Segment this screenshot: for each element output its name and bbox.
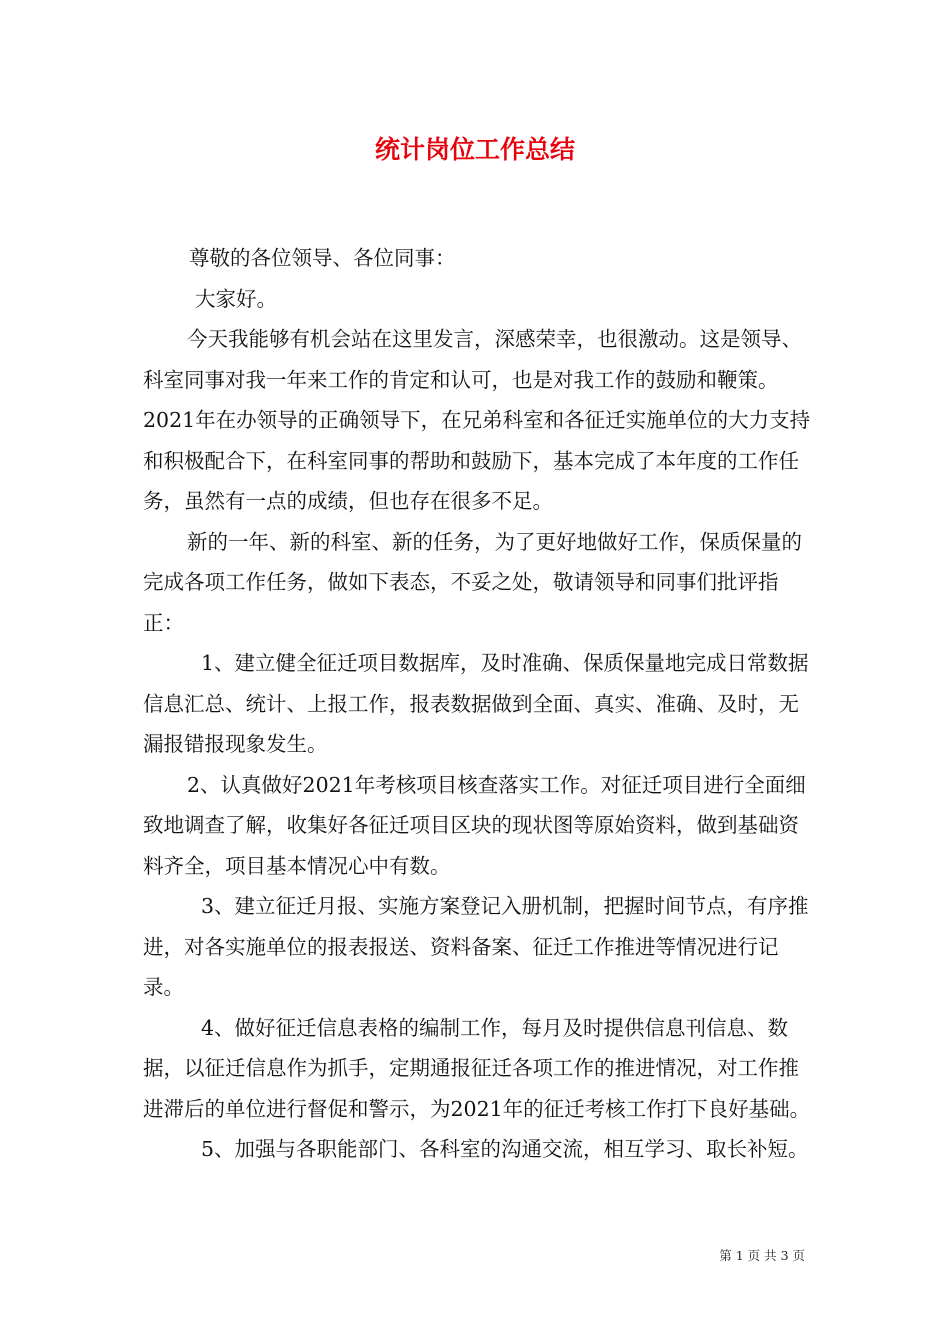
list-item-3: 3、建立征迁月报、实施方案登记入册机制，把握时间节点，有序推进，对各实施单位的报表报送、资料备案、征迁工作推进等情况进行记录。 bbox=[143, 894, 809, 999]
document-title: 统计岗位工作总结 bbox=[374, 135, 575, 164]
list-item-2: 2、认真做好2021年考核项目核查落实工作。对征迁项目进行全面细致地调查了解，收集好各征迁项目区块的现状图等原始资料，做到基础资料齐全，项目基本情况心中有数。 bbox=[143, 772, 806, 878]
paragraph-intro: 今天我能够有机会站在这里发言，深感荣幸，也很激动。这是领导、科室同事对我一年来工作的肯定和认可，也是对我工作的鼓励和鞭策。2021年在办领导的正确领导下，在兄弟科室和各征迁实施单位的大力支持和积极配合下，在科室同事的帮助和鼓励下，基本完成了本年度的工作任务，虽然有一点的成绩，但也存在很多不足。 bbox=[143, 327, 811, 513]
paragraph-commitment: 新的一年、新的科室、新的任务，为了更好地做好工作，保质保量的完成各项工作任务，做如下表态，不妥之处，敬请领导和同事们批评指正： bbox=[143, 529, 802, 635]
greeting: 大家好。 bbox=[195, 286, 277, 311]
salutation: 尊敬的各位领导、各位同事： bbox=[189, 246, 456, 270]
list-item-1: 1、建立健全征迁项目数据库，及时准确、保质保量地完成日常数据信息汇总、统计、上报工作，报表数据做到全面、真实、准确、及时，无漏报错报现象发生。 bbox=[143, 651, 809, 756]
page-indicator: 第 1 页 共 3 页 bbox=[719, 1248, 805, 1263]
document-body bbox=[143, 238, 815, 1170]
list-item-4: 4、做好征迁信息表格的编制工作，每月及时提供信息刊信息、数据，以征迁信息作为抓手，定期通报征迁各项工作的推进情况，对工作推进滞后的单位进行督促和警示，为2021年的征迁考核工作打下良好基础。 bbox=[143, 1015, 811, 1121]
list-item-5: 5、加强与各职能部门、各科室的沟通交流，相互学习、取长补短。 bbox=[201, 1137, 809, 1161]
